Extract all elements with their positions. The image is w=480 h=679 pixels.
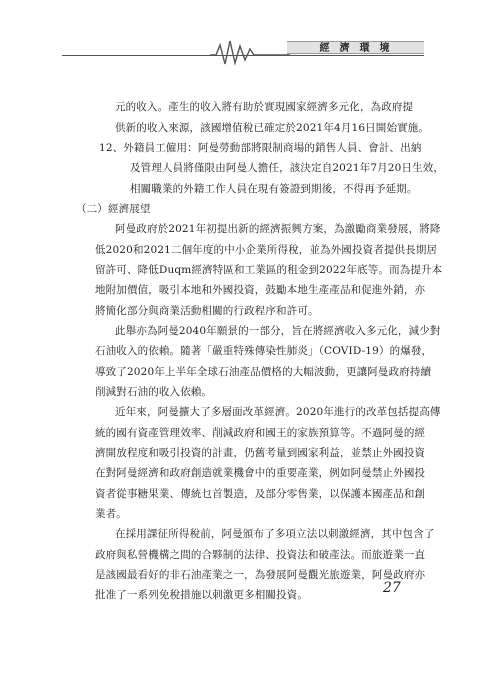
text-line: 12、外籍員工僱用：阿曼勞動部將限制商場的銷售人員、會計、出納 — [99, 142, 422, 154]
text-line: 及管理人員將僅限由阿曼人擔任，該決定自2021年7月20日生效， — [130, 162, 445, 174]
text-line: 低2020和2021二個年度的中小企業所得稅，並為外國投資者提供長期居 — [95, 244, 438, 256]
section-title: 經濟環境 — [287, 41, 424, 54]
text-line: 地附加價值，吸引本地和外國投資，鼓勵本地生產產品和促進外銷，亦 — [95, 284, 426, 296]
text-line: 削減對石油的收入依賴。 — [95, 386, 213, 398]
pulse-wave-icon — [210, 37, 290, 67]
text-line: 將簡化部分與商業活動相關的行政程序和許可。 — [95, 305, 319, 317]
text-line: 資者從事糖果業、傳統乜首製造，及部分零售業，以保護本國產品和創 — [95, 488, 426, 500]
text-line: 此舉亦為阿曼2040年願景的一部分，旨在將經濟收入多元化，減少對 — [115, 325, 441, 337]
text-line: 阿曼政府於2021年初提出新的經濟振興方案，為激勵商業發展，將降 — [115, 223, 441, 235]
text-line: 元的收入。產生的收入將有助於實現國家經濟多元化，為政府提 — [115, 101, 414, 113]
section-heading: （二）經濟展望 — [76, 203, 151, 215]
text-line: 石油收入的依賴。隨著「嚴重特殊傳染性肺炎」（COVID-19）的爆發， — [95, 345, 433, 357]
text-line: 業者。 — [95, 508, 127, 520]
text-line: 在採用課征所得稅前，阿曼頒布了多項立法以刺激經濟，其中包含了 — [115, 528, 435, 540]
text-line: 相關職業的外籍工作人員在現有簽證到期後，不得再予延期。 — [130, 183, 418, 195]
text-line: 政府與私營機構之間的合夥制的法律、投資法和破產法。而旅遊業一直 — [95, 549, 426, 561]
text-line: 近年來，阿曼擴大了多層面改革經濟。2020年進行的改革包括提高傳 — [115, 406, 441, 418]
text-line: 導致了2020年上半年全球石油產品價格的大幅波動，更讓阿曼政府持續 — [95, 366, 432, 378]
text-line: 在對阿曼經濟和政府創造就業機會中的重要產業，例如阿曼禁止外國投 — [95, 467, 426, 479]
text-line: 供新的收入來源，該國增值稅已確定於2021年4月16日開始實施。 — [115, 122, 430, 134]
text-line: 留許可、降低Duqm經濟特區和工業區的租金到2022年底等。而為提升本 — [95, 264, 443, 276]
text-line: 是該國最看好的非石油產業之一，為發展阿曼觀光旅遊業，阿曼政府亦 — [95, 569, 426, 581]
text-line: 濟開放程度和吸引投資的計畫，仍舊考量到國家利益，並禁止外國投資 — [95, 447, 426, 459]
text-line: 批准了一系列免稅措施以刺激更多相關投資。 — [95, 589, 308, 601]
text-line: 統的國有資產管理效率、削減政府和國王的家族預算等。不過阿曼的經 — [95, 427, 426, 439]
page-number: 27 — [383, 580, 401, 596]
page-header — [0, 0, 480, 70]
